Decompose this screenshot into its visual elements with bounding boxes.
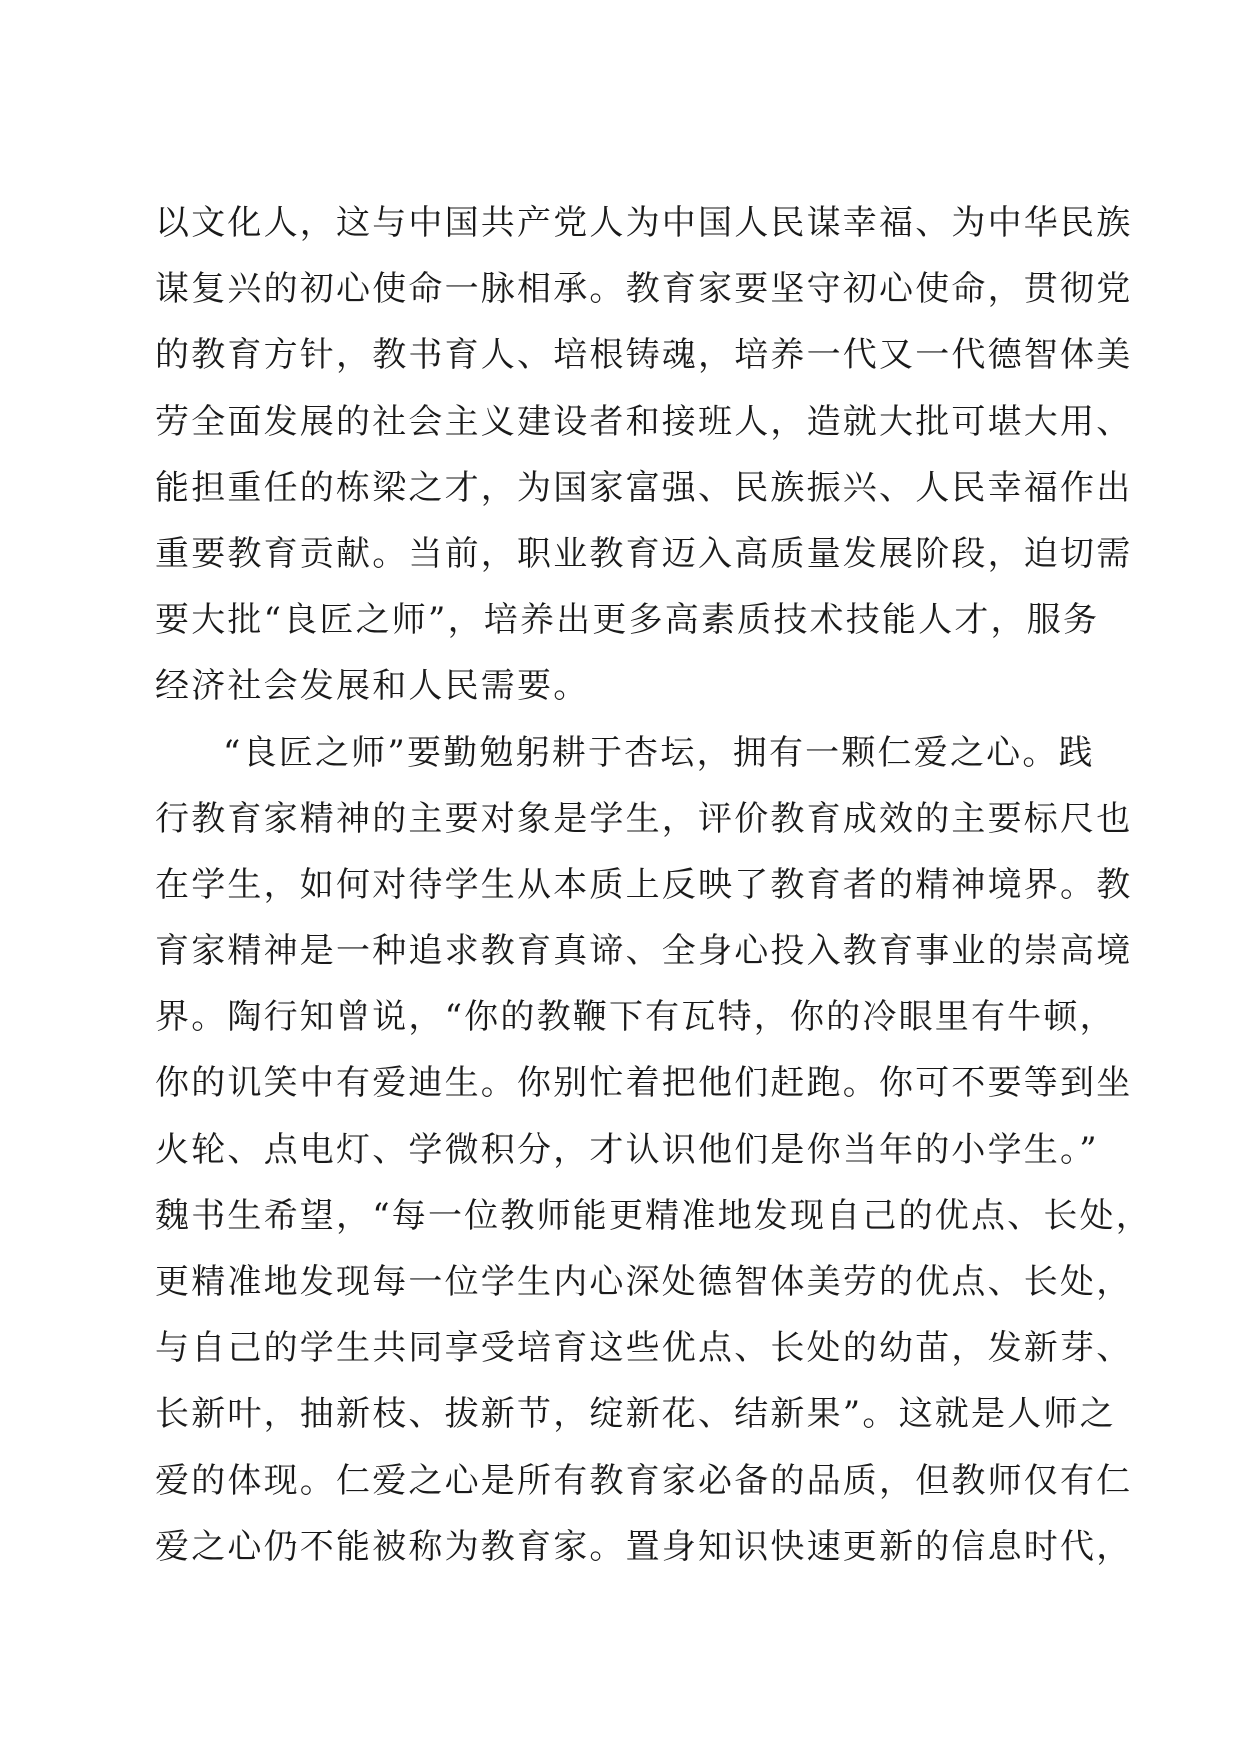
text-line: 爱之心仍不能被称为教育家。置身知识快速更新的信息时代， [155, 1526, 1133, 1567]
text-line: 育家精神是一种追求教育真谛、全身心投入教育事业的崇高境 [155, 931, 1133, 972]
text-line: 爱的体现。仁爱之心是所有教育家必备的品质，但教师仅有仁 [155, 1460, 1133, 1501]
text-line: 重要教育贡献。当前，职业教育迈入高质量发展阶段，迫切需 [155, 533, 1133, 574]
text-line: 更精准地发现每一位学生内心深处德智体美劳的优点、长处， [155, 1262, 1133, 1302]
body-text [155, 190, 1152, 1580]
text-line: 界。陶行知曾说，“你的教鞭下有瓦特，你的冷眼里有牛顿， [155, 997, 1116, 1038]
text-line: 火轮、点电灯、学微积分，才认识他们是你当年的小学生。” [155, 1129, 1099, 1170]
text-line: 魏书生希望，“每一位教师能更精准地发现自己的优点、长处， [155, 1195, 1152, 1236]
text-line: 以文化人，这与中国共产党人为中国人民谋幸福、为中华民族 [155, 203, 1133, 243]
text-line: 长新叶，抽新枝、拔新节，绽新花、结新果”。这就是人师之 [155, 1394, 1116, 1435]
text-line: 经济社会发展和人民需要。 [155, 666, 590, 707]
text-line: 你的讥笑中有爱迪生。你别忙着把他们赶跑。你可不要等到坐 [155, 1063, 1133, 1104]
text-line: 与自己的学生共同享受培育这些优点、长处的幼苗，发新芽、 [155, 1328, 1133, 1369]
text-line: 劳全面发展的社会主义建设者和接班人，造就大批可堪大用、 [155, 401, 1133, 442]
text-line: 能担重任的栋梁之才，为国家富强、民族振兴、人民幸福作出 [155, 467, 1133, 508]
text-line: 要大批“良匠之师”，培养出更多高素质技术技能人才，服务 [155, 600, 1100, 641]
paragraph-start-line: “良匠之师”要勤勉躬耕于杏坛，拥有一颗仁爱之心。践 [223, 732, 1095, 773]
text-line: 行教育家精神的主要对象是学生，评价教育成效的主要标尺也 [155, 798, 1133, 839]
text-line: 在学生，如何对待学生从本质上反映了教育者的精神境界。教 [155, 864, 1133, 905]
text-line: 的教育方针，教书育人、培根铸魂，培养一代又一代德智体美 [155, 335, 1133, 376]
text-line: 谋复兴的初心使命一脉相承。教育家要坚守初心使命，贯彻党 [155, 269, 1133, 310]
